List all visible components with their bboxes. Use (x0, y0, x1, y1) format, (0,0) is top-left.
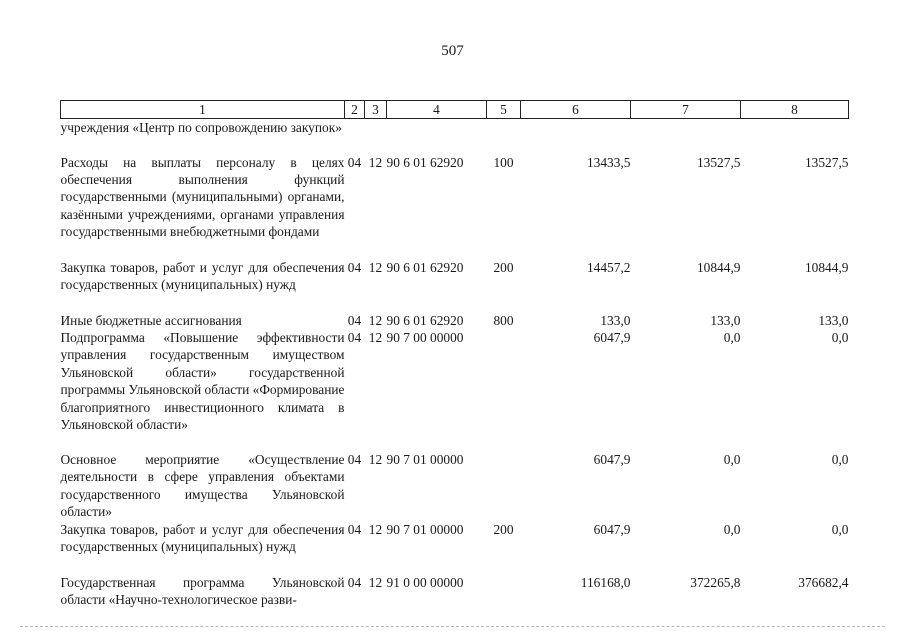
column-header-4: 4 (387, 101, 487, 119)
row-target-code: 90 6 01 62920 (386, 312, 464, 328)
table-row (61, 312, 849, 329)
row-target-code: 90 7 01 00000 (386, 451, 464, 467)
row-amount-7: 0,0 (723, 521, 741, 537)
row-amount-8: 376682,4 (798, 574, 849, 590)
row-name: Закупка товаров, работ и услуг для обеспечения государственных (муниципальных) нужд (60, 521, 345, 554)
row-name: Основное мероприятие «Осуществление деятельности в сфере управления объектами государственного имущества Ульяновской области» (60, 451, 345, 520)
row-section: 04 (347, 521, 362, 537)
row-expense-type (487, 574, 521, 609)
row-name: Расходы на выплаты персоналу в целях обеспечения выполнения функций государственными (муниципальными) органами, казёнными учреждениями, органами управления государственными внебюджетными фондами (60, 154, 345, 240)
row-expense-type (487, 329, 521, 451)
column-header-8: 8 (741, 101, 849, 119)
row-section: 04 (347, 451, 362, 467)
row-subsection (365, 119, 387, 154)
row-amount-7: 372265,8 (690, 574, 741, 590)
row-target-code: 90 7 00 00000 (386, 329, 464, 345)
row-amount-8 (741, 119, 849, 154)
table-row (61, 154, 849, 259)
page-number: 507 (441, 43, 464, 59)
column-header-3: 3 (365, 101, 387, 119)
row-subsection: 12 (368, 521, 383, 537)
row-subsection: 12 (368, 312, 383, 328)
row-name: Иные бюджетные ассигнования (60, 312, 242, 328)
row-expense-type (487, 451, 521, 521)
table-row (61, 329, 849, 451)
row-amount-8: 13527,5 (804, 154, 849, 170)
row-amount-8: 10844,9 (804, 259, 849, 275)
row-expense-type: 200 (493, 259, 514, 275)
row-amount-7: 13527,5 (696, 154, 741, 170)
row-amount-6: 116168,0 (580, 574, 631, 590)
row-amount-6: 6047,9 (593, 521, 631, 537)
row-expense-type: 800 (493, 312, 514, 328)
row-name: учреждения «Центр по сопровождению закупок» (60, 120, 342, 135)
row-amount-8: 133,0 (818, 312, 849, 328)
row-amount-8: 0,0 (831, 451, 849, 467)
row-amount-7: 133,0 (710, 312, 741, 328)
row-expense-type: 200 (493, 521, 514, 537)
table-row (61, 451, 849, 521)
row-amount-6 (521, 119, 631, 154)
row-expense-type (487, 119, 521, 154)
row-section: 04 (347, 154, 362, 170)
row-amount-8: 0,0 (831, 329, 849, 345)
table-row (61, 259, 849, 312)
row-target-code: 90 6 01 62920 (386, 154, 464, 170)
row-section: 04 (347, 329, 362, 345)
row-target-code: 91 0 00 00000 (386, 574, 464, 590)
row-section: 04 (347, 574, 362, 590)
row-section: 04 (347, 259, 362, 275)
row-name: Закупка товаров, работ и услуг для обеспечения государственных (муниципальных) нужд (60, 259, 345, 292)
column-header-5: 5 (487, 101, 521, 119)
column-header-7: 7 (631, 101, 741, 119)
row-amount-7: 10844,9 (696, 259, 741, 275)
table-row (61, 574, 849, 609)
row-name: Государственная программа Ульяновской области «Научно-технологическое разви- (60, 574, 345, 607)
row-section (345, 119, 365, 154)
row-target-code (387, 119, 487, 154)
row-amount-7: 0,0 (723, 451, 741, 467)
row-target-code: 90 6 01 62920 (386, 259, 464, 275)
row-target-code: 90 7 01 00000 (386, 521, 464, 537)
column-header-6: 6 (521, 101, 631, 119)
row-amount-6: 6047,9 (593, 451, 631, 467)
row-subsection: 12 (368, 154, 383, 170)
table-header (61, 101, 849, 119)
table-row (61, 521, 849, 574)
column-header-2: 2 (345, 101, 365, 119)
row-amount-6: 6047,9 (593, 329, 631, 345)
table-row (61, 119, 849, 154)
column-header-1: 1 (61, 101, 345, 119)
page-bottom-edge (20, 626, 885, 627)
budget-table (60, 100, 849, 609)
row-expense-type: 100 (493, 154, 514, 170)
row-amount-7: 0,0 (723, 329, 741, 345)
row-amount-8: 0,0 (831, 521, 849, 537)
row-amount-6: 13433,5 (586, 154, 631, 170)
row-amount-7 (631, 119, 741, 154)
row-section: 04 (347, 312, 362, 328)
row-subsection: 12 (368, 259, 383, 275)
row-amount-6: 14457,2 (586, 259, 631, 275)
row-subsection: 12 (368, 574, 383, 590)
row-subsection: 12 (368, 329, 383, 345)
row-name: Подпрограмма «Повышение эффективности управления государственным имуществом Ульяновской области» государственной программы Ульяновской области «Формирование благоприятного инвестиционного климата в Ульяновской области» (60, 329, 345, 432)
row-subsection: 12 (368, 451, 383, 467)
row-amount-6: 133,0 (600, 312, 631, 328)
